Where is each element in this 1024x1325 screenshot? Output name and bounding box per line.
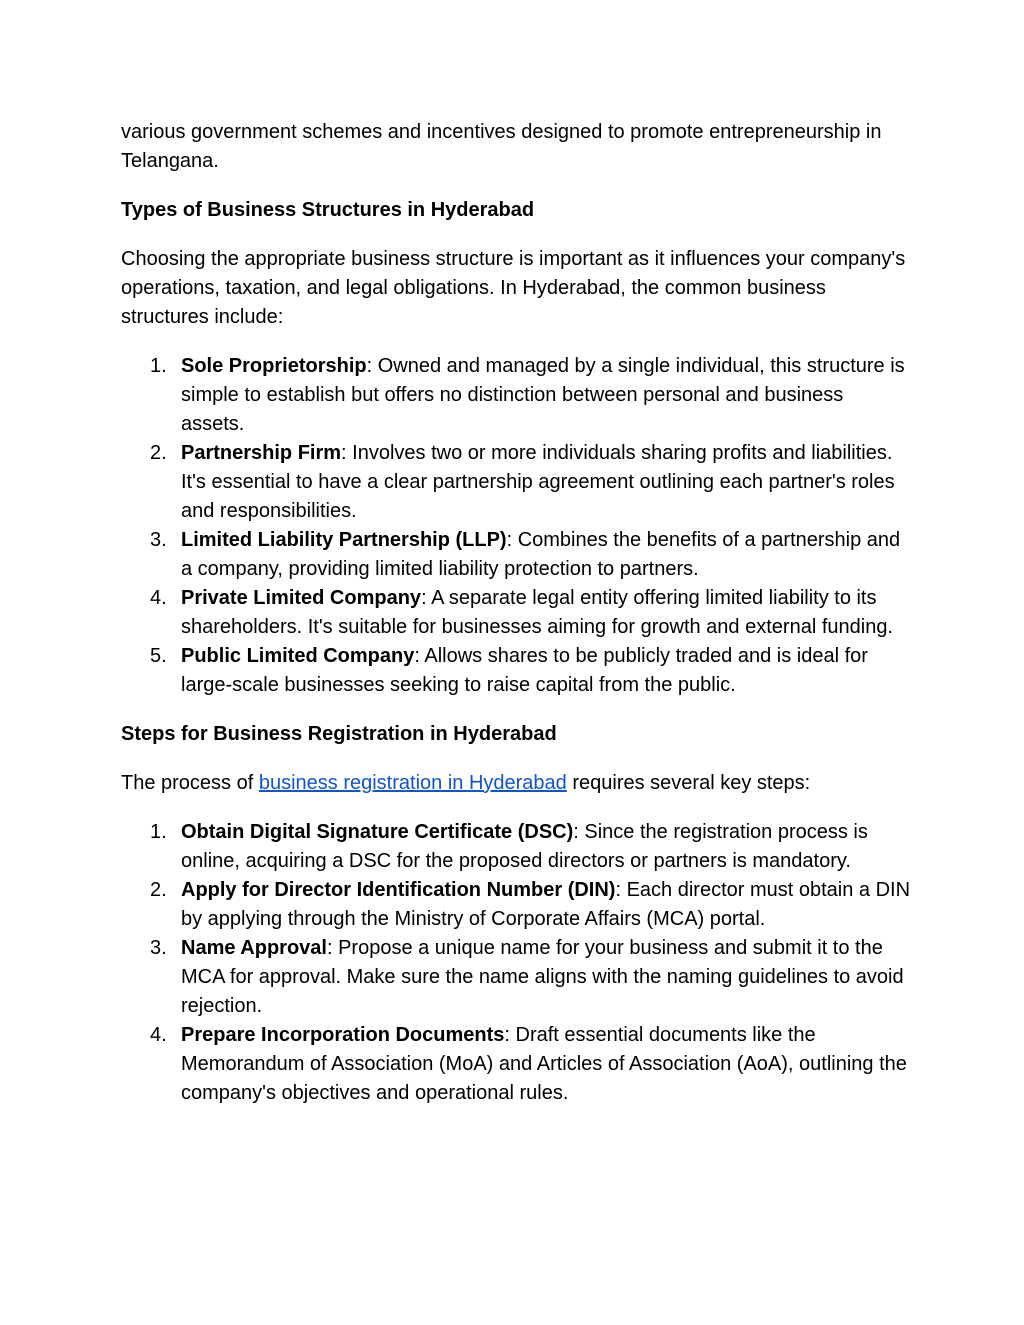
list-item — [150, 1021, 911, 1108]
list-item-description: : Owned and managed by a single individual, this structure is simple to establish but offers no distinction between personal and business assets. — [181, 355, 905, 435]
list-item-term: Name Approval — [181, 937, 327, 959]
list-item-number: 1. — [150, 821, 167, 843]
list-item-description: : A separate legal entity offering limited liability to its shareholders. It's suitable for businesses aiming for growth and external funding. — [181, 587, 893, 638]
list-item-term: Partnership Firm — [181, 442, 342, 464]
list-item — [150, 876, 911, 934]
document-page — [121, 118, 911, 1128]
list-item-term: Sole Proprietorship — [181, 355, 367, 377]
structures-paragraph: Choosing the appropriate business structure is important as it influences your company's operations, taxation, and legal obligations. In Hyderabad, the common business structures include: — [121, 248, 906, 328]
list-item-number: 4. — [150, 587, 167, 609]
list-item — [150, 642, 911, 700]
list-item-term: Private Limited Company — [181, 587, 422, 609]
list-item-number: 2. — [150, 442, 167, 464]
list-item-term: Limited Liability Partnership (LLP) — [181, 529, 507, 551]
business-registration-link[interactable]: business registration in Hyderabad — [258, 772, 567, 794]
list-item-description: : Combines the benefits of a partnership and a company, providing limited liability protection to partners. — [181, 529, 901, 580]
list-item-number: 4. — [150, 1024, 167, 1046]
structures-heading: Types of Business Structures in Hyderabad — [121, 199, 535, 221]
list-item — [150, 439, 911, 526]
list-item-number: 3. — [150, 529, 167, 551]
list-item — [150, 526, 911, 584]
list-item-description: : Propose a unique name for your business and submit it to the MCA for approval. Make sure the name aligns with the naming guidelines to avoid rejection. — [181, 937, 904, 1017]
structures-list — [121, 352, 911, 700]
steps-paragraph-before: The process of — [121, 772, 259, 794]
list-item-number: 1. — [150, 355, 167, 377]
list-item-term: Public Limited Company — [181, 645, 415, 667]
list-item — [150, 818, 911, 876]
list-item-description: : Each director must obtain a DIN by applying through the Ministry of Corporate Affairs (MCA) portal. — [181, 879, 911, 930]
list-item-description: : Draft essential documents like the Memorandum of Association (MoA) and Articles of Association (AoA), outlining the company's objectives and operational rules. — [181, 1024, 907, 1104]
list-item-number: 5. — [150, 645, 167, 667]
list-item-number: 3. — [150, 937, 167, 959]
list-item-description: : Since the registration process is online, acquiring a DSC for the proposed directors or partners is mandatory. — [181, 821, 868, 872]
steps-list — [121, 818, 911, 1108]
list-item-term: Obtain Digital Signature Certificate (DSC) — [181, 821, 574, 843]
list-item — [150, 934, 911, 1021]
list-item-description: : Involves two or more individuals sharing profits and liabilities. It's essential to have a clear partnership agreement outlining each partner's roles and responsibilities. — [181, 442, 895, 522]
list-item — [150, 584, 911, 642]
steps-paragraph — [121, 769, 911, 798]
steps-paragraph-after: requires several key steps: — [566, 772, 811, 794]
steps-heading: Steps for Business Registration in Hyderabad — [121, 723, 557, 745]
list-item-number: 2. — [150, 879, 167, 901]
list-item-description: : Allows shares to be publicly traded and is ideal for large-scale businesses seeking to raise capital from the public. — [181, 645, 868, 696]
intro-paragraph: various government schemes and incentives designed to promote entrepreneurship in Telangana. — [121, 121, 882, 172]
list-item-term: Prepare Incorporation Documents — [181, 1024, 505, 1046]
list-item-term: Apply for Director Identification Number (DIN) — [181, 879, 616, 901]
list-item — [150, 352, 911, 439]
